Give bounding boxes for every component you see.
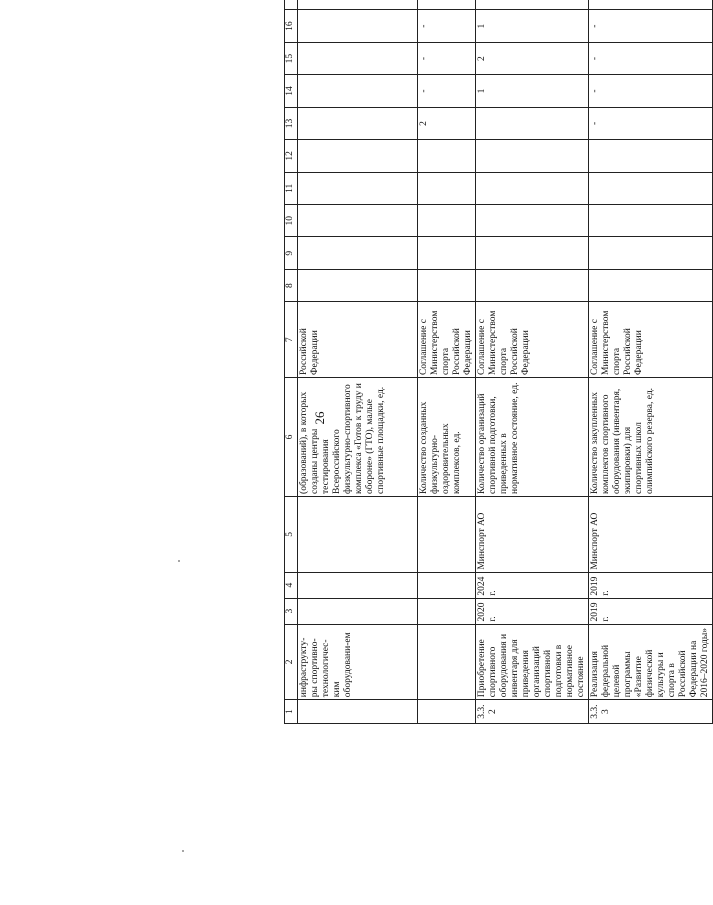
year-value [418,172,476,204]
year-value [476,140,589,172]
year-value [589,205,713,237]
end-year: 2019 г. [589,572,713,598]
year-value [298,10,418,42]
column-number: 6 [285,378,298,497]
year-value [298,269,418,301]
responsible: Минспорт АО [476,496,589,572]
year-value [298,237,418,269]
year-value: - [589,42,713,74]
year-value [418,140,476,172]
source: Российской Федерации [298,302,418,378]
year-value: - [589,10,713,42]
year-value: 2 [418,107,476,139]
column-number: 8 [285,269,298,301]
year-value [298,107,418,139]
column-number: 15 [285,42,298,74]
measure-name [418,624,476,700]
year-value [418,205,476,237]
table-row [589,0,713,724]
indicator-name: (образований), в которых созданы центры тестирования Всероссийского физкультурно-спортивного комплекса «Готов к труду и обороне» (ГТО), малые спортивные площадки, ед. [298,378,418,497]
start-year [298,598,418,624]
column-number [285,0,298,10]
responsible: Минспорт АО [589,496,713,572]
column-number: 7 [285,302,298,378]
year-value [298,75,418,107]
column-number: 1 [285,700,298,724]
source: Соглашение с Министерством спорта Российской Федерации [589,302,713,378]
year-value: 1 [476,10,589,42]
year-value: - [418,75,476,107]
year-value [418,269,476,301]
indicator-name: Количество закупленных комплектов спортивного оборудования (инвентаря, экипировки) для спортивных школ олимпийского резерва, ед. [589,378,713,497]
year-value [589,237,713,269]
year-value: - [418,42,476,74]
measure-name: Реализация федеральной целевой программы «Развитие физической культуры и спорта в Российской Федерации на 2016–2020 годы» [589,624,713,700]
responsible [298,496,418,572]
column-number: 5 [285,496,298,572]
column-number: 13 [285,107,298,139]
year-value: - [589,75,713,107]
column-number: 12 [285,140,298,172]
start-year [418,598,476,624]
scan-speck [182,850,184,852]
column-number-row [285,0,298,724]
start-year: 2019 г. [589,598,713,624]
table-row [298,0,418,724]
table-row [476,0,589,724]
column-number: 3 [285,598,298,624]
responsible [418,496,476,572]
column-number: 11 [285,172,298,204]
end-year [298,572,418,598]
source: Соглашение с Министерством спорта Российской Федерации [476,302,589,378]
year-value: 2 [476,42,589,74]
row-code: 3.3.2 [476,700,589,724]
indicators-table [284,0,713,724]
year-value [298,172,418,204]
year-value: - [589,107,713,139]
start-year: 2020 г. [476,598,589,624]
year-value [589,172,713,204]
measure-name: инфраструкту-ры спортивно-технологичес-ким оборудовани-ем [298,624,418,700]
year-value [589,140,713,172]
source: Соглашение с Министерством спорта Российской Федерации [418,302,476,378]
end-year: 2024 г. [476,572,589,598]
column-number: 10 [285,205,298,237]
page-number: 26 [312,411,327,425]
column-number: 16 [285,10,298,42]
year-value [476,107,589,139]
end-year [418,572,476,598]
indicator-name: Количество организаций спортивной подготовки, приведенных в нормативное состояние, ед. [476,378,589,497]
year-value [418,237,476,269]
year-value [298,205,418,237]
column-number: 4 [285,572,298,598]
table-row [418,0,476,724]
year-value [476,172,589,204]
year-value: 1 [476,75,589,107]
row-code [418,700,476,724]
year-value [298,42,418,74]
year-value [418,0,476,10]
year-value [476,237,589,269]
column-number: 14 [285,75,298,107]
year-value [589,0,713,10]
scan-speck [178,560,180,562]
row-code [298,700,418,724]
row-code: 3.3.3 [589,700,713,724]
column-number: 2 [285,624,298,700]
column-number: 9 [285,237,298,269]
rotated-table-sheet [284,0,710,724]
measure-name: Приобретение спортивного оборудования и инвентаря для приведения организаций спортивной подготовки в нормативное состояние [476,624,589,700]
indicator-name: Количество созданных физкультурно-оздоровительных комплексов, ед. [418,378,476,497]
year-value [298,0,418,10]
year-value [589,269,713,301]
year-value: - [418,10,476,42]
year-value [476,0,589,10]
year-value [476,205,589,237]
year-value [476,269,589,301]
year-value [298,140,418,172]
